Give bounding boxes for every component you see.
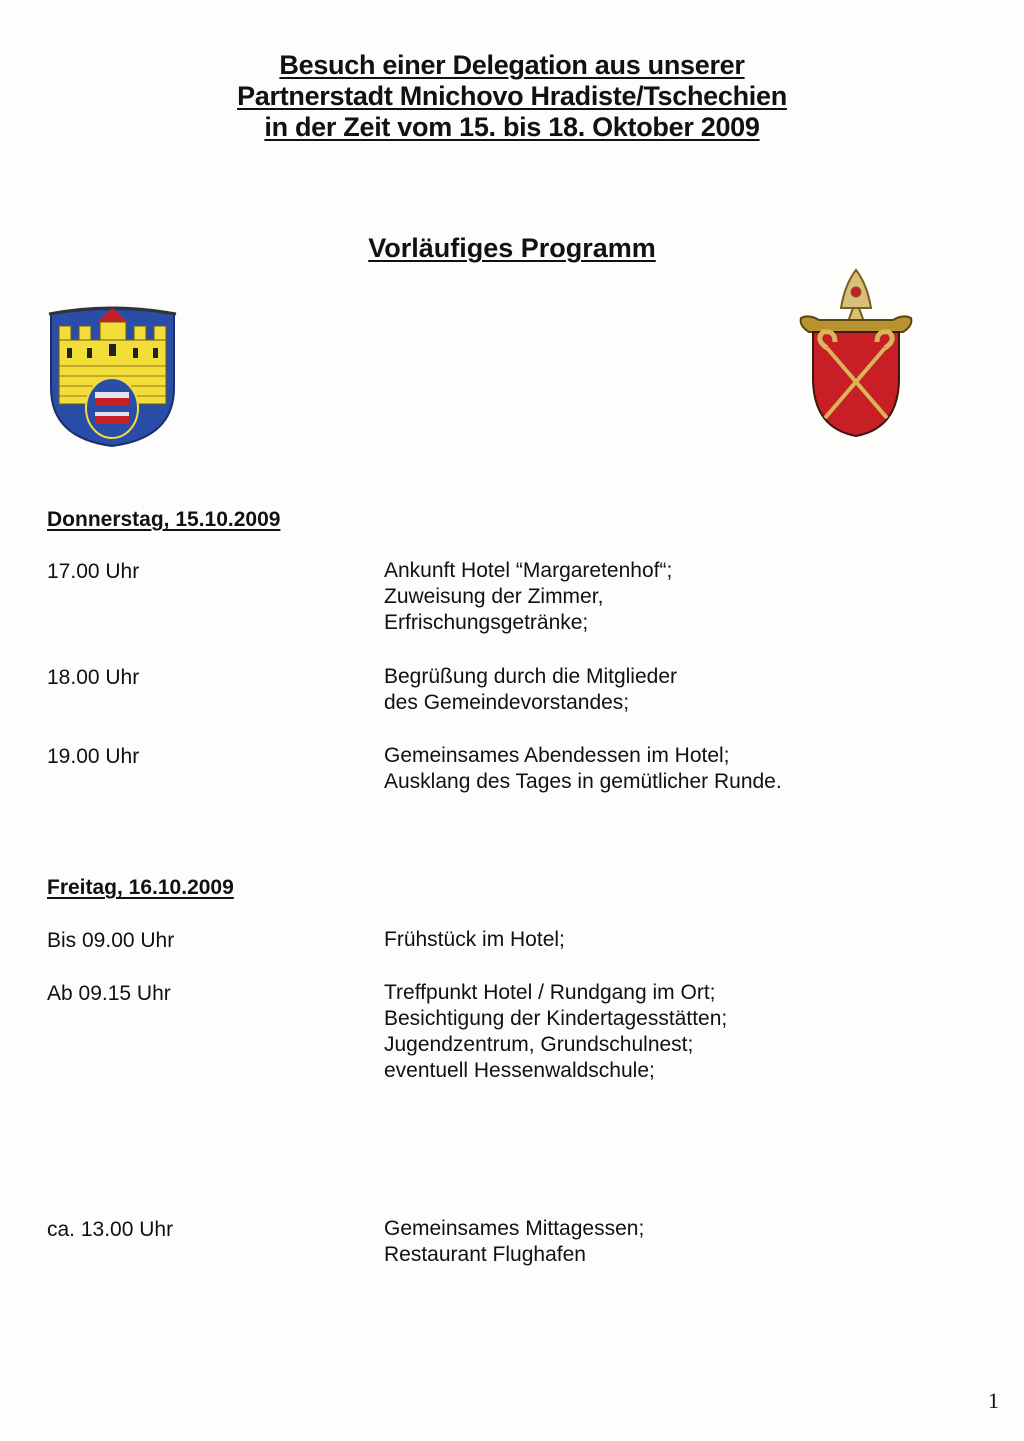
description-line: Besichtigung der Kindertagesstätten;: [384, 1007, 728, 1030]
description-line: eventuell Hessenwaldschule;: [384, 1059, 655, 1082]
description-line: Gemeinsames Abendessen im Hotel;: [384, 744, 730, 767]
schedule-time: Ab 09.15 Uhr: [47, 982, 171, 1005]
title-line-1: Besuch einer Delegation aus unserer: [279, 50, 745, 80]
description-line: Restaurant Flughafen: [384, 1243, 586, 1266]
description-line: Ausklang des Tages in gemütlicher Runde.: [384, 770, 782, 793]
description-line: Zuweisung der Zimmer,: [384, 585, 604, 608]
title-line-3: in der Zeit vom 15. bis 18. Oktober 2009: [264, 112, 760, 142]
schedule-description: [384, 558, 672, 636]
program-subtitle: [0, 233, 1024, 264]
description-line: Ankunft Hotel “Margaretenhof“;: [384, 559, 673, 582]
description-line: Erfrischungsgetränke;: [384, 611, 589, 634]
municipal-coat-of-arms-icon: [45, 300, 180, 450]
schedule-time: 19.00 Uhr: [47, 745, 140, 768]
description-line: Treffpunkt Hotel / Rundgang im Ort;: [384, 981, 716, 1004]
schedule-description: [384, 927, 565, 953]
title-line-2: Partnerstadt Mnichovo Hradiste/Tschechien: [237, 81, 787, 111]
partner-town-coat-of-arms-icon: [795, 268, 917, 440]
description-line: Frühstück im Hotel;: [384, 928, 565, 951]
schedule-time: 17.00 Uhr: [47, 560, 140, 583]
description-line: Begrüßung durch die Mitglieder: [384, 665, 677, 688]
schedule-time: 18.00 Uhr: [47, 666, 140, 689]
schedule-description: [384, 664, 677, 716]
page-number: 1: [988, 1388, 999, 1413]
schedule-time: Bis 09.00 Uhr: [47, 929, 175, 952]
day-heading-friday: Freitag, 16.10.2009: [47, 876, 234, 899]
description-line: Gemeinsames Mittagessen;: [384, 1217, 645, 1240]
schedule-description: [384, 980, 727, 1084]
subtitle-text: Vorläufiges Programm: [368, 233, 656, 263]
document-title: [0, 50, 1024, 143]
day-heading-thursday: Donnerstag, 15.10.2009: [47, 508, 281, 531]
schedule-time: ca. 13.00 Uhr: [47, 1218, 174, 1241]
description-line: Jugendzentrum, Grundschulnest;: [384, 1033, 694, 1056]
schedule-description: [384, 743, 782, 795]
description-line: des Gemeindevorstandes;: [384, 691, 630, 714]
schedule-description: [384, 1216, 644, 1268]
